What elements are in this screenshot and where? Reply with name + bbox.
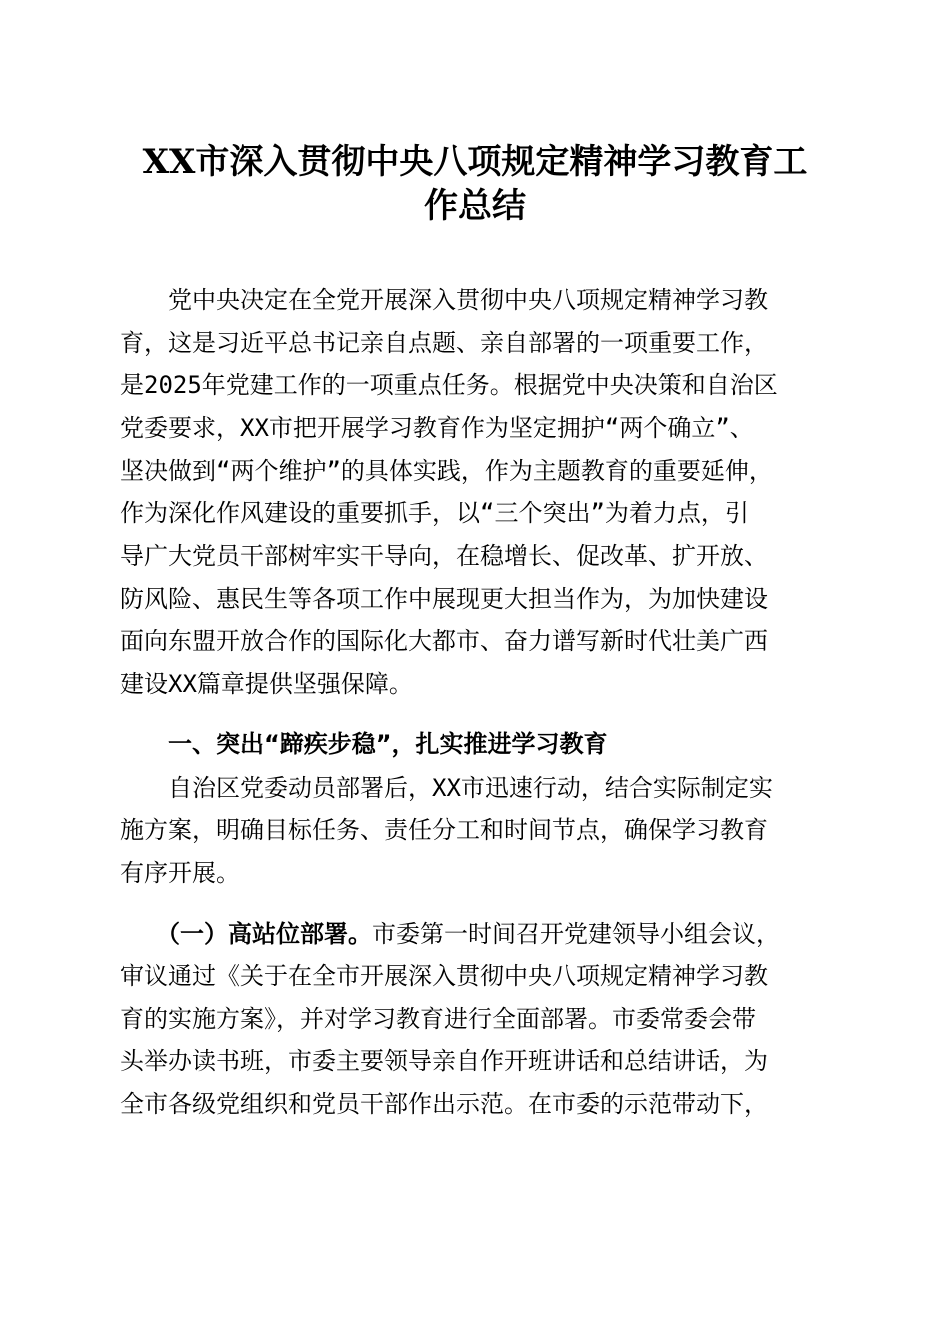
section-heading: 一、突出“蹄疾步稳”，扎实推进学习教育: [120, 730, 608, 758]
subsection-first-line-rest: 市委第一时间召开党建领导小组会议，: [372, 920, 780, 948]
intro-line: 育，这是习近平总书记亲自点题、亲自部署的一项重要工作，: [120, 329, 768, 357]
subsection-paragraph-line: 头举办读书班，市委主要领导亲自作开班讲话和总结讲话，为: [120, 1047, 768, 1075]
intro-line: 防风险、惠民生等各项工作中展现更大担当作为，为加快建设: [120, 585, 768, 613]
intro-line: 作为深化作风建设的重要抓手，以“三个突出”为着力点，引: [120, 499, 749, 527]
subsection-paragraph-line: 育的实施方案》，并对学习教育进行全面部署。市委常委会带: [120, 1005, 756, 1033]
intro-line: 导广大党员干部树牢实干导向，在稳增长、促改革、扩开放、: [120, 542, 768, 570]
section-paragraph-line: 有序开展。: [120, 859, 240, 887]
document-title-line-1: XX市深入贯彻中央八项规定精神学习教育工: [142, 142, 808, 182]
subsection-first-line: [120, 917, 840, 951]
intro-line: 党中央决定在全党开展深入贯彻中央八项规定精神学习教: [120, 286, 768, 314]
intro-line: 党委要求，XX市把开展学习教育作为坚定拥护“两个确立”、: [120, 414, 754, 442]
intro-line: 是2025年党建工作的一项重点任务。根据党中央决策和自治区: [120, 371, 778, 399]
intro-line: 坚决做到“两个维护”的具体实践，作为主题教育的重要延伸，: [120, 457, 773, 485]
subsection-paragraph-line: 审议通过《关于在全市开展深入贯彻中央八项规定精神学习教: [120, 962, 768, 990]
document-title-line-2: 作总结: [424, 186, 526, 226]
intro-line: 建设XX篇章提供坚强保障。: [120, 670, 413, 698]
section-paragraph-line: 自治区党委动员部署后，XX市迅速行动，结合实际制定实: [120, 774, 773, 802]
section-paragraph-line: 施方案，明确目标任务、责任分工和时间节点，确保学习教育: [120, 816, 768, 844]
subsection-paragraph-line: 全市各级党组织和党员干部作出示范。在市委的示范带动下，: [120, 1090, 768, 1118]
intro-line: 面向东盟开放合作的国际化大都市、奋力谱写新时代壮美广西: [120, 627, 768, 655]
subsection-lead: （一）高站位部署。: [120, 920, 372, 948]
